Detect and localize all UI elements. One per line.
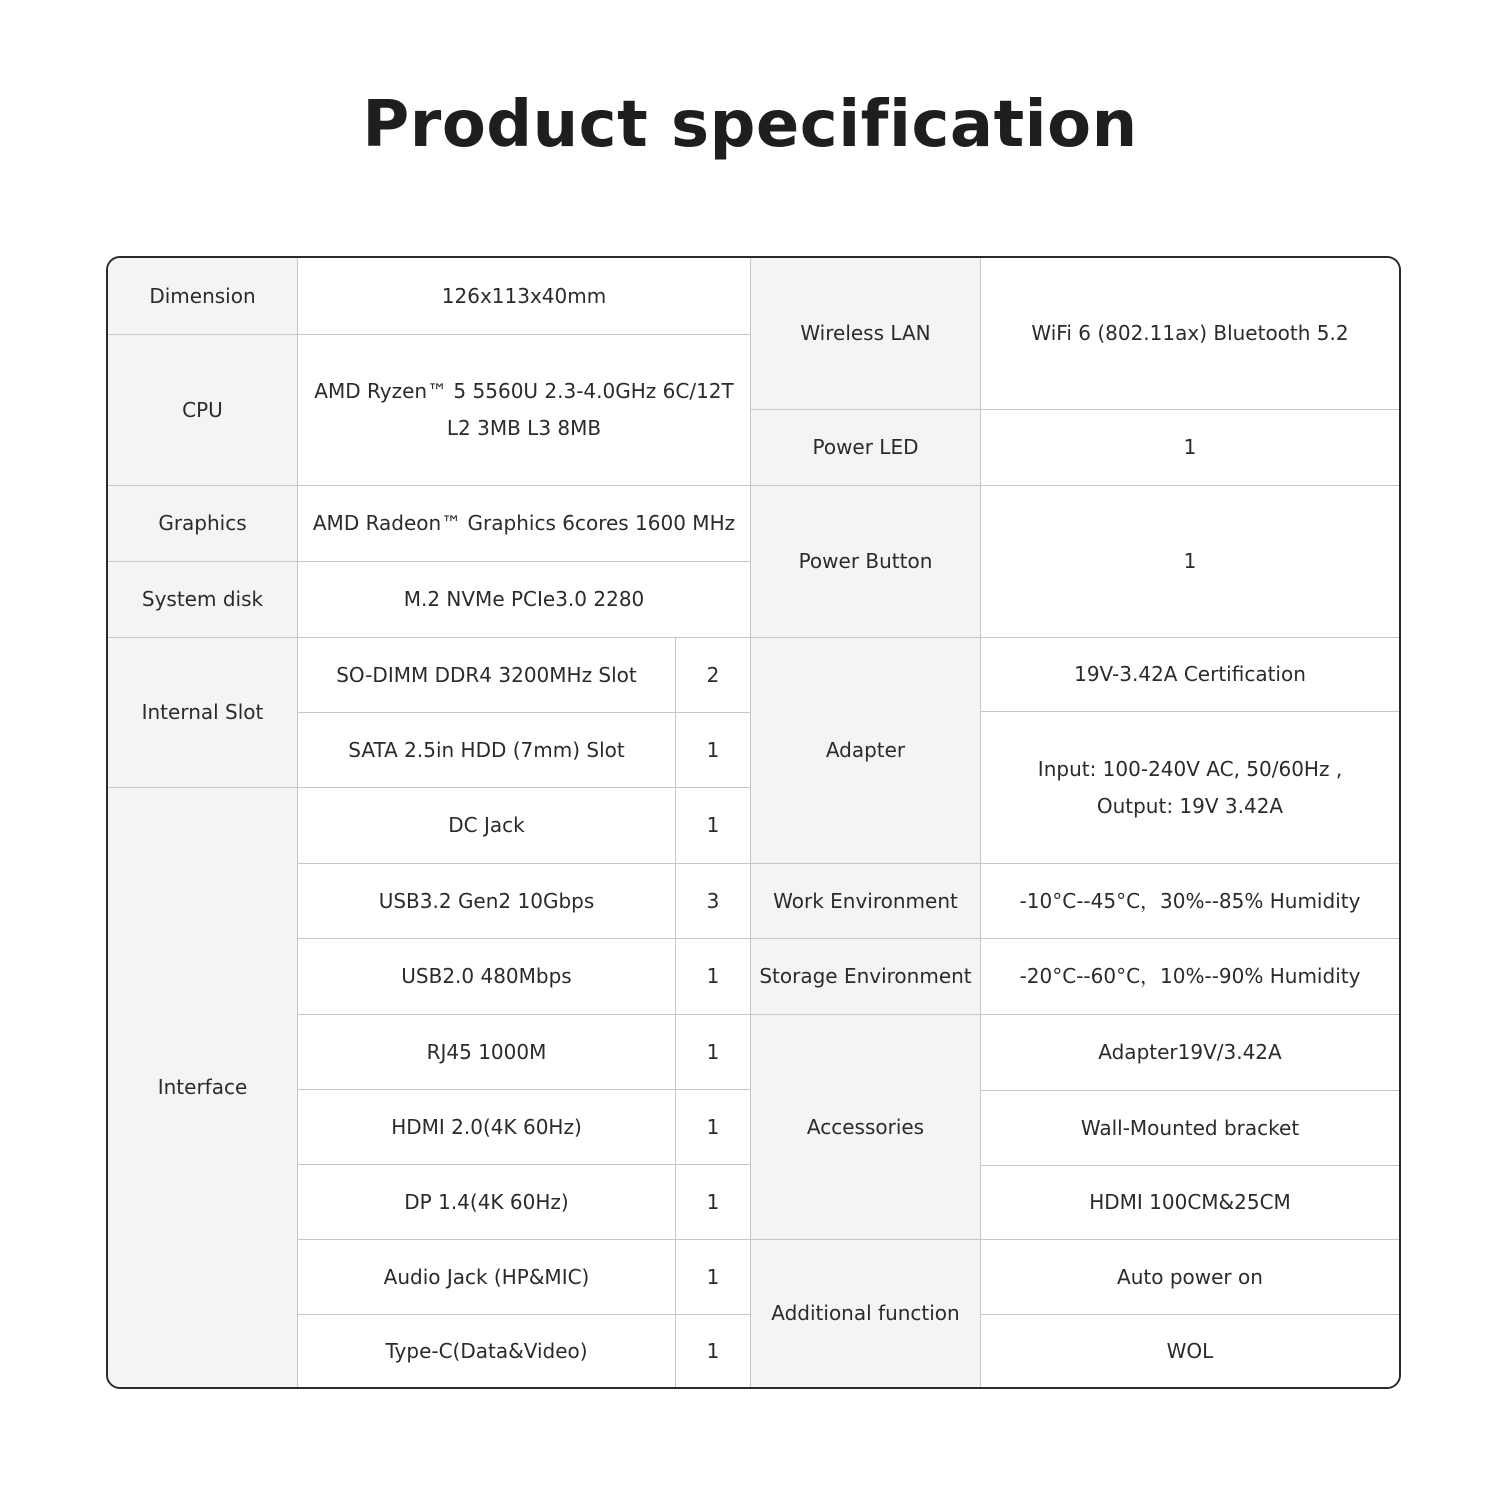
interface-item-name: DP 1.4(4K 60Hz) — [298, 1165, 676, 1240]
interface-item-qty: 1 — [676, 1315, 751, 1387]
page-title: Product specification — [362, 88, 1138, 162]
work-environment-label: Work Environment — [751, 864, 981, 939]
graphics-value: AMD Radeon™ Graphics 6cores 1600 MHz — [298, 486, 751, 562]
interface-item-qty: 1 — [676, 788, 751, 864]
interface-item-name: DC Jack — [298, 788, 676, 864]
interface-item-name: Audio Jack (HP&MIC) — [298, 1240, 676, 1315]
accessories-label: Accessories — [751, 1015, 981, 1240]
accessory-item: Adapter19V/3.42A — [981, 1015, 1399, 1091]
interface-item-qty: 1 — [676, 939, 751, 1015]
internal-slot-label: Internal Slot — [108, 638, 298, 788]
interface-item-qty: 1 — [676, 1090, 751, 1165]
adapter-label: Adapter — [751, 638, 981, 864]
power-led-label: Power LED — [751, 410, 981, 486]
interface-item-qty: 3 — [676, 864, 751, 939]
interface-item-qty: 1 — [676, 1015, 751, 1090]
adapter-io: Input: 100-240V AC, 50/60Hz , Output: 19V 3.42A — [981, 712, 1399, 864]
additional-function-item: Auto power on — [981, 1240, 1399, 1315]
additional-function-item: WOL — [981, 1315, 1399, 1387]
accessory-item: Wall-Mounted bracket — [981, 1091, 1399, 1166]
accessory-item: HDMI 100CM&25CM — [981, 1166, 1399, 1240]
storage-environment-label: Storage Environment — [751, 939, 981, 1015]
interface-item-qty: 1 — [676, 1165, 751, 1240]
power-button-label: Power Button — [751, 486, 981, 638]
interface-item-name: HDMI 2.0(4K 60Hz) — [298, 1090, 676, 1165]
system-disk-value: M.2 NVMe PCIe3.0 2280 — [298, 562, 751, 638]
interface-item-name: Type-C(Data&Video) — [298, 1315, 676, 1387]
interface-item-name: USB3.2 Gen2 10Gbps — [298, 864, 676, 939]
internal-slot-item-name: SATA 2.5in HDD (7mm) Slot — [298, 713, 676, 788]
system-disk-label: System disk — [108, 562, 298, 638]
internal-slot-item-name: SO-DIMM DDR4 3200MHz Slot — [298, 638, 676, 713]
interface-item-name: RJ45 1000M — [298, 1015, 676, 1090]
storage-environment-value: -20°C--60°C，10%--90% Humidity — [981, 939, 1399, 1015]
wireless-lan-label: Wireless LAN — [751, 258, 981, 410]
cpu-label: CPU — [108, 335, 298, 486]
work-environment-value: -10°C--45°C，30%--85% Humidity — [981, 864, 1399, 939]
dimension-value: 126x113x40mm — [298, 258, 751, 335]
additional-function-label: Additional function — [751, 1240, 981, 1387]
power-button-value: 1 — [981, 486, 1399, 638]
wireless-lan-value: WiFi 6 (802.11ax) Bluetooth 5.2 — [981, 258, 1399, 410]
internal-slot-item-qty: 1 — [676, 713, 751, 788]
adapter-certification: 19V-3.42A Certification — [981, 638, 1399, 712]
interface-item-name: USB2.0 480Mbps — [298, 939, 676, 1015]
interface-item-qty: 1 — [676, 1240, 751, 1315]
cpu-value: AMD Ryzen™ 5 5560U 2.3-4.0GHz 6C/12T L2 3MB L3 8MB — [298, 335, 751, 486]
graphics-label: Graphics — [108, 486, 298, 562]
power-led-value: 1 — [981, 410, 1399, 486]
spec-table — [106, 256, 1401, 1389]
interface-label: Interface — [108, 788, 298, 1387]
dimension-label: Dimension — [108, 258, 298, 335]
internal-slot-item-qty: 2 — [676, 638, 751, 713]
